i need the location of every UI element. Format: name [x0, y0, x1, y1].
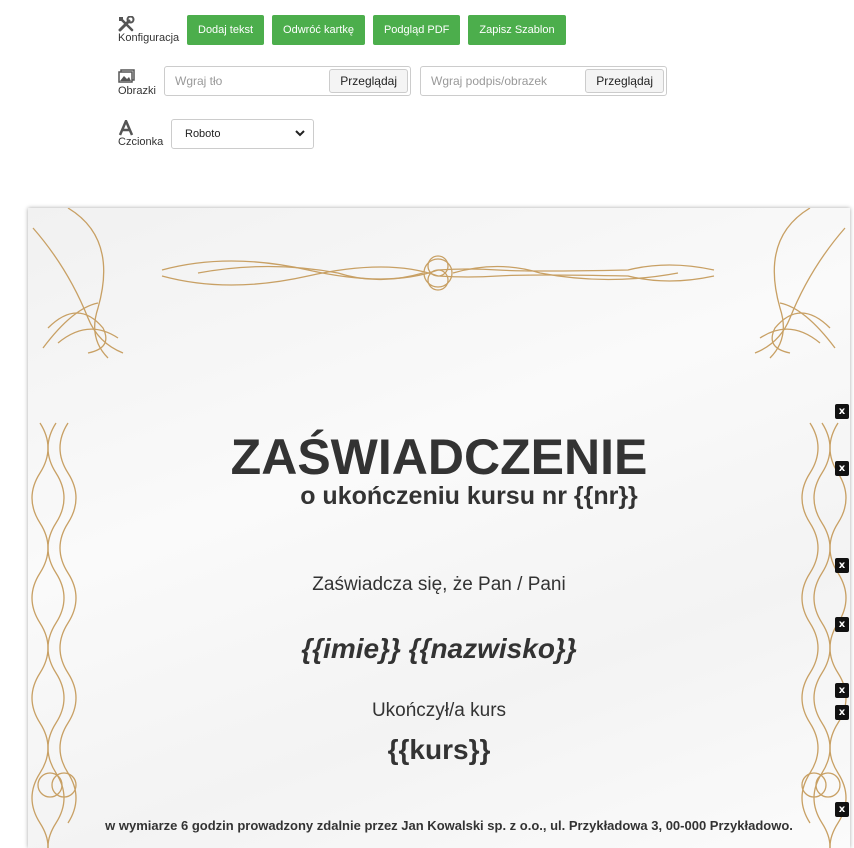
font-label: Czcionka	[118, 136, 164, 148]
certificate-title[interactable]: ZAŚWIADCZENIE	[230, 429, 648, 485]
add-text-button[interactable]: Dodaj tekst	[187, 15, 264, 45]
flip-page-button[interactable]: Odwróć kartkę	[272, 15, 365, 45]
images-label: Obrazki	[118, 85, 156, 97]
font-select-value: Roboto	[185, 128, 221, 140]
certificate-details-text[interactable]: w wymiarze 6 godzin prowadzony zdalnie przez Jan Kowalski sp. z o.o., ul. Przykładowa 3, 00-000 Przykładowo.	[105, 818, 793, 833]
font-select[interactable]	[171, 119, 314, 149]
config-label-group	[118, 16, 180, 44]
signature-browse-button[interactable]: Przeglądaj	[585, 69, 664, 93]
remove-name-button[interactable]: x	[835, 617, 849, 632]
chevron-down-icon	[295, 128, 305, 140]
remove-certifies-button[interactable]: x	[835, 558, 849, 573]
certificate-canvas[interactable]	[28, 208, 850, 848]
background-browse-button[interactable]: Przeglądaj	[329, 69, 408, 93]
remove-details-button[interactable]: x	[835, 802, 849, 817]
config-buttons	[187, 15, 574, 45]
certificate-certifies-text[interactable]: Zaświadcza się, że Pan / Pani	[312, 574, 566, 595]
certificate-name-placeholder[interactable]: {{imie}} {{nazwisko}}	[301, 633, 577, 664]
certificate-completed-text[interactable]: Ukończył/a kurs	[371, 700, 507, 721]
signature-upload[interactable]	[420, 66, 667, 96]
certificate-course-placeholder[interactable]: {{kurs}}	[387, 734, 491, 765]
remove-title-button[interactable]: x	[835, 404, 849, 419]
remove-subtitle-button[interactable]: x	[835, 461, 849, 476]
remove-course-button[interactable]: x	[835, 705, 849, 720]
background-upload-placeholder: Wgraj tło	[175, 74, 223, 88]
save-template-button[interactable]: Zapisz Szablon	[468, 15, 565, 45]
preview-pdf-button[interactable]: Podgląd PDF	[373, 15, 460, 45]
certificate-subtitle[interactable]: o ukończeniu kursu nr {{nr}}	[300, 482, 638, 510]
tools-icon	[118, 16, 180, 32]
signature-upload-placeholder: Wgraj podpis/obrazek	[431, 74, 548, 88]
background-upload[interactable]	[164, 66, 411, 96]
remove-completed-button[interactable]: x	[835, 683, 849, 698]
config-label: Konfiguracja	[118, 32, 180, 44]
